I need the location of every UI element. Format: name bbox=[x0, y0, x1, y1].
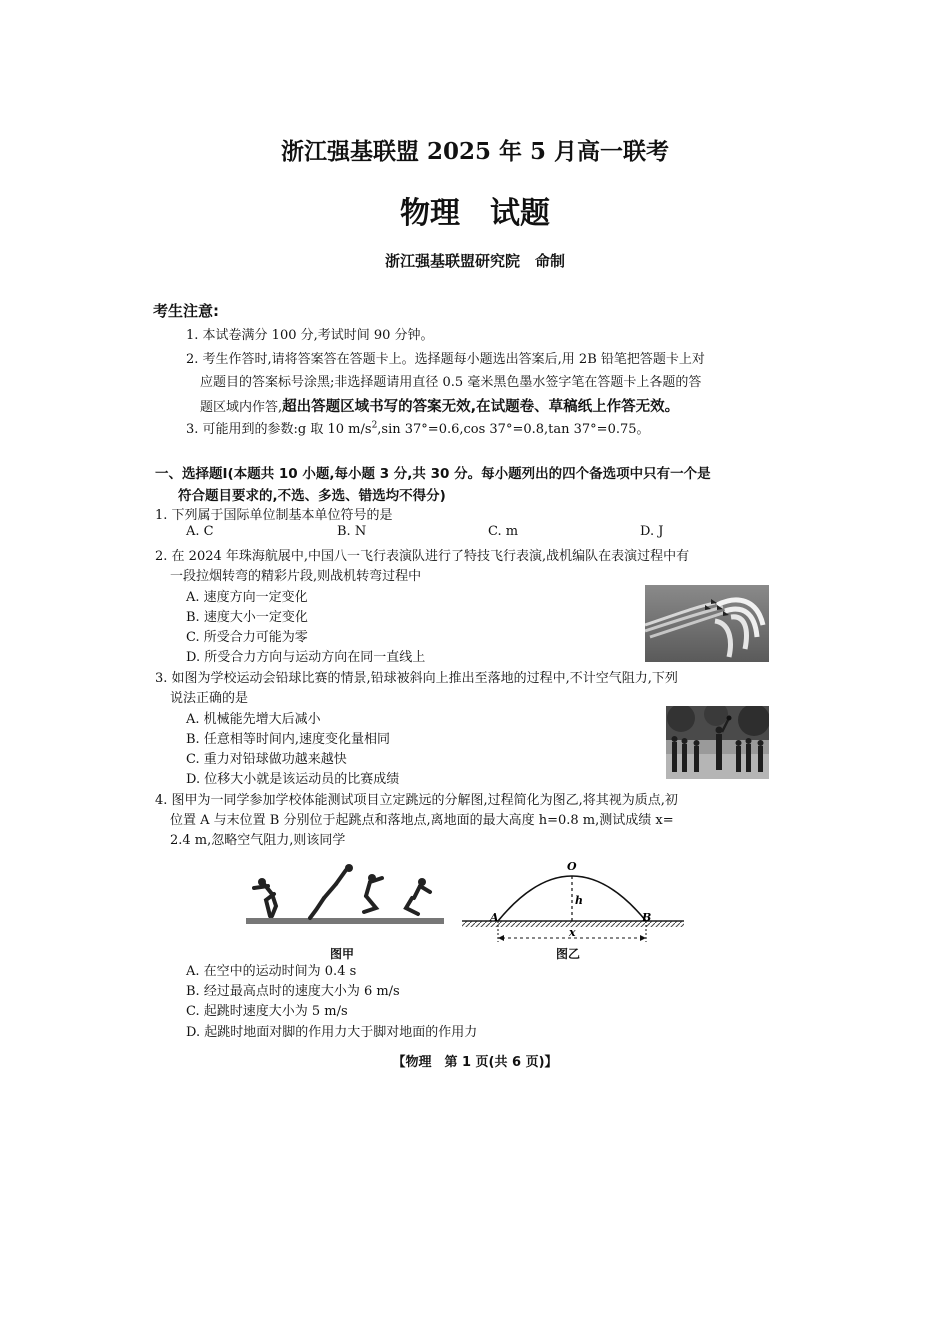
notice-heading: 考生注意: bbox=[153, 302, 219, 320]
notice-item-3-sup: 2 bbox=[371, 420, 378, 431]
author-line: 浙江强基联盟研究院 命制 bbox=[384, 252, 565, 270]
notice-item-2-line-1: 2. 考生作答时,请将答案答在答题卡上。选择题每小题选出答案后,用 2B 铅笔把答题卡上对 bbox=[186, 352, 705, 367]
q2-option-d: D. 所受合力方向与运动方向在同一直线上 bbox=[186, 650, 426, 665]
q1-option-c: C. m bbox=[488, 524, 519, 539]
q1-stem: 1. 下列属于国际单位制基本单位符号的是 bbox=[155, 508, 393, 523]
label-a: A bbox=[490, 911, 499, 924]
fig-a-caption: 图甲 bbox=[330, 947, 355, 961]
subject-title: 物理 试题 bbox=[400, 196, 550, 231]
q4-option-a: A. 在空中的运动时间为 0.4 s bbox=[186, 964, 357, 979]
notice-item-3-params: ,sin 37°=0.6,cos 37°=0.8,tan 37°=0.75。 bbox=[377, 422, 650, 437]
q2-option-b: B. 速度大小一定变化 bbox=[186, 610, 308, 625]
jet-formation-photo bbox=[645, 585, 769, 662]
label-o: O bbox=[567, 860, 577, 873]
q4-option-d: D. 起跳时地面对脚的作用力大于脚对地面的作用力 bbox=[186, 1025, 478, 1040]
q4-option-b: B. 经过最高点时的速度大小为 6 m/s bbox=[186, 984, 400, 999]
section-heading-line-2: 符合题目要求的,不选、多选、错选均不得分) bbox=[178, 488, 446, 504]
q4-stem-line-3: 2.4 m,忽略空气阻力,则该同学 bbox=[170, 833, 346, 848]
notice-item-2-emphasis: 超出答题区域书写的答案无效,在试题卷、草稿纸上作答无效。 bbox=[282, 399, 680, 415]
trajectory-diagram bbox=[460, 858, 686, 946]
label-h: h bbox=[575, 894, 583, 907]
shot-put-photo bbox=[666, 706, 769, 779]
fig-b-caption: 图乙 bbox=[556, 947, 581, 961]
long-jump-sequence-figure bbox=[246, 856, 444, 940]
q1-option-b: B. N bbox=[337, 524, 367, 539]
q3-option-c: C. 重力对铅球做功越来越快 bbox=[186, 752, 347, 767]
q3-option-d: D. 位移大小就是该运动员的比赛成绩 bbox=[186, 772, 400, 787]
q3-stem-line-2: 说法正确的是 bbox=[170, 691, 249, 706]
notice-item-2-line-2: 应题目的答案标号涂黑;非选择题请用直径 0.5 毫米黑色墨水签字笔在答题卡上各题的答 bbox=[200, 375, 702, 390]
q4-option-c: C. 起跳时速度大小为 5 m/s bbox=[186, 1004, 348, 1019]
section-heading-line-1: 一、选择题Ⅰ(本题共 10 小题,每小题 3 分,共 30 分。每小题列出的四个备选项中只有一个是 bbox=[155, 466, 711, 482]
q1-option-d: D. J bbox=[640, 524, 664, 539]
notice-item-3 bbox=[186, 418, 650, 437]
q4-stem-line-2: 位置 A 与末位置 B 分别位于起跳点和落地点,离地面的最大高度 h=0.8 m,测试成绩 x= bbox=[170, 813, 674, 828]
notice-item-2-line-3 bbox=[200, 395, 679, 416]
notice-item-2-plain: 题区域内作答, bbox=[200, 400, 283, 415]
label-b: B bbox=[642, 911, 652, 924]
q2-stem-line-1: 2. 在 2024 年珠海航展中,中国八一飞行表演队进行了特技飞行表演,战机编队在表演过程中有 bbox=[155, 549, 690, 564]
q2-option-c: C. 所受合力可能为零 bbox=[186, 630, 308, 645]
exam-title: 浙江强基联盟 2025 年 5 月高一联考 bbox=[280, 138, 670, 165]
page-footer: 【物理 第 1 页(共 6 页)】 bbox=[392, 1055, 558, 1070]
q4-stem-line-1: 4. 图甲为一同学参加学校体能测试项目立定跳远的分解图,过程简化为图乙,将其视为质点,初 bbox=[155, 793, 678, 808]
q3-option-a: A. 机械能先增大后减小 bbox=[186, 712, 321, 727]
q3-option-b: B. 任意相等时间内,速度变化量相同 bbox=[186, 732, 390, 747]
q2-option-a: A. 速度方向一定变化 bbox=[186, 590, 308, 605]
label-x: x bbox=[569, 926, 576, 939]
q3-stem-line-1: 3. 如图为学校运动会铅球比赛的情景,铅球被斜向上推出至落地的过程中,不计空气阻力,下列 bbox=[155, 671, 678, 686]
q1-option-a: A. C bbox=[186, 524, 214, 539]
q2-stem-line-2: 一段拉烟转弯的精彩片段,则战机转弯过程中 bbox=[170, 569, 422, 584]
notice-item-1: 1. 本试卷满分 100 分,考试时间 90 分钟。 bbox=[186, 328, 434, 343]
notice-item-3-text: 3. 可能用到的参数:g 取 10 m/s bbox=[186, 422, 372, 437]
